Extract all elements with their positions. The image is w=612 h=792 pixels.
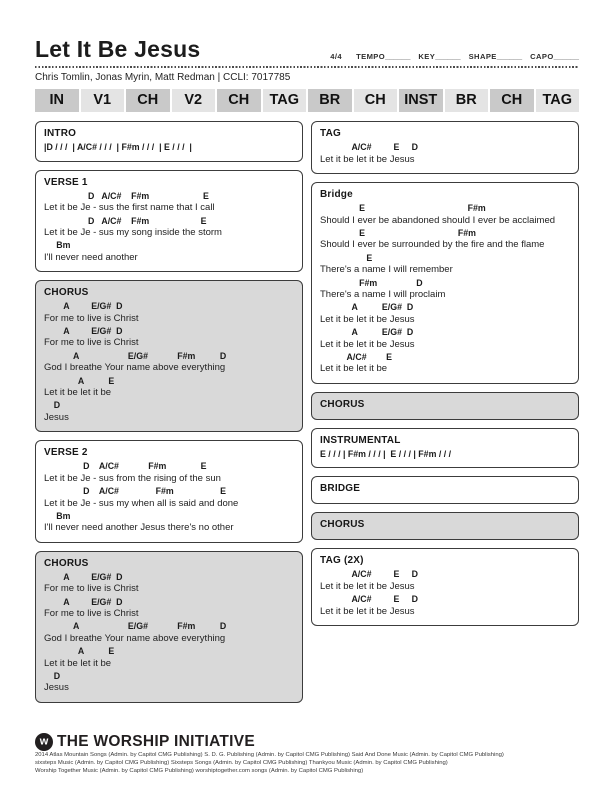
chord-line: A E/G# D — [320, 302, 414, 313]
section-header-intro: INTRO — [44, 128, 77, 140]
section-header-tag-2x: TAG (2X) — [320, 555, 364, 567]
lyric-line: There's a name I will proclaim — [320, 289, 446, 301]
nav-item-tag-11: TAG — [536, 89, 580, 112]
chord-line: D A/C# F#m E — [44, 190, 209, 201]
chord-line: Bm — [44, 240, 71, 251]
chart-meta — [330, 52, 579, 63]
meta-blank-capo: ______ — [553, 52, 579, 61]
meta-label-shape: SHAPE — [468, 52, 497, 61]
nav-item-v1-1: V1 — [81, 89, 125, 112]
chord-line: Bm — [44, 510, 71, 521]
lyric-line: Let it be let it be — [44, 657, 112, 669]
section-verse-2 — [35, 440, 303, 542]
chord-line: A E/G# D — [44, 596, 123, 607]
section-header-verse-2: VERSE 2 — [44, 447, 88, 459]
nav-item-tag-5: TAG — [263, 89, 307, 112]
lyric-line: Should I ever be abandoned should I ever be acclaimed — [320, 214, 556, 226]
chord-line: A E/G# D — [44, 571, 123, 582]
copyright-line: 2014 Atlas Mountain Songs (Admin. by Capitol CMG Publishing) S. D. G. Publishing (Admin. by Capitol CMG Publishing) Said And Done Music (Admin. by Capitol CMG Publishing) — [35, 752, 504, 758]
chord-line: A E/G# F#m D — [44, 621, 227, 632]
chord-line: A E/G# D — [320, 327, 414, 338]
chord-line: E F#m — [320, 228, 476, 239]
chord-line: A E/G# D — [44, 301, 123, 312]
lyric-line: For me to live is Christ — [44, 583, 139, 595]
meta-blank-shape: ______ — [496, 52, 523, 61]
chord-line: A/C# E D — [320, 594, 418, 605]
time-signature: 4/4 — [330, 52, 343, 61]
section-header-bridge-2: BRIDGE — [320, 483, 361, 495]
section-tag-2x — [311, 548, 579, 626]
chart-content — [35, 36, 579, 711]
meta-label-tempo: TEMPO — [356, 52, 386, 61]
nav-item-ch-10: CH — [490, 89, 534, 112]
copyright-line: sixsteps Music (Admin. by Capitol CMG Publishing) Sixsteps Songs (Admin. by Capitol CMG Publishing) Thankyou Music (Admin. by Capitol CMG Publishing) — [35, 760, 448, 767]
chord-line: A E — [44, 646, 115, 657]
lyric-line: Let it be Je - sus my when all is said and done — [44, 497, 239, 509]
lyric-line: Let it be let it be Jesus — [320, 580, 415, 592]
lyric-line: For me to live is Christ — [44, 607, 139, 619]
meta-blank-tempo: ______ — [385, 52, 411, 61]
section-header-verse-1: VERSE 1 — [44, 176, 88, 188]
lyric-line: Let it be let it be Jesus — [320, 605, 415, 617]
nav-item-in-0: IN — [35, 89, 79, 112]
lyric-line: God I breathe Your name above everything — [44, 632, 226, 644]
nav-item-inst-8: INST — [399, 89, 443, 112]
lyric-line: Let it be let it be — [44, 387, 112, 399]
meta-blank-key: ______ — [435, 52, 461, 61]
section-header-chorus-1: CHORUS — [44, 287, 89, 299]
nav-item-br-6: BR — [308, 89, 352, 112]
lyric-line: I'll never need another Jesus there's no other — [44, 522, 234, 534]
lyric-line: Let it be let it be Jesus — [320, 313, 415, 325]
worship-initiative-logo-icon — [35, 733, 53, 751]
section-chorus-4 — [311, 512, 579, 540]
chord-line: D A/C# F#m E — [44, 461, 207, 472]
lyric-line: Let it be let it be Jesus — [320, 338, 415, 350]
section-chorus-1 — [35, 280, 303, 432]
chord-line: D A/C# F#m E — [44, 486, 227, 497]
footer — [35, 733, 584, 776]
section-instrumental — [311, 428, 579, 468]
lyric-line: Jesus — [44, 682, 69, 694]
meta-label-capo: CAPO — [530, 52, 554, 61]
section-intro — [35, 121, 303, 161]
lyric-line: Let it be Je - sus my song inside the storm — [44, 227, 222, 239]
song-title: Let It Be Jesus — [35, 36, 201, 62]
section-header-chorus-4: CHORUS — [320, 519, 365, 531]
lyric-line: For me to live is Christ — [44, 337, 139, 349]
section-chorus-2 — [35, 551, 303, 703]
chord-line: E — [320, 252, 373, 263]
section-chorus-3 — [311, 392, 579, 420]
section-nav — [35, 89, 579, 112]
chord-line: A/C# E D — [320, 142, 418, 153]
brand-row — [35, 733, 584, 751]
nav-item-ch-7: CH — [354, 89, 398, 112]
lyric-line: Should I ever be surrounded by the fire and the flame — [320, 239, 545, 251]
lyric-line: Jesus — [44, 411, 69, 423]
section-tag-1 — [311, 121, 579, 174]
chart-columns — [35, 121, 579, 710]
section-header-chorus-2: CHORUS — [44, 557, 89, 569]
lyric-line: God I breathe Your name above everything — [44, 362, 226, 374]
authors-ccli: Chris Tomlin, Jonas Myrin, Matt Redman | CCLI: 7017785 — [35, 72, 291, 84]
left-column — [35, 121, 303, 710]
chord-line: E / / / | F#m / / / | E / / / | F#m / / / — [320, 448, 452, 459]
chord-line: |D / / / | A/C# / / / | F#m / / / | E / / / | — [44, 142, 192, 153]
chord-line: D A/C# F#m E — [44, 215, 207, 226]
lyric-line: For me to live is Christ — [44, 312, 139, 324]
chord-line: F#m D — [320, 277, 423, 288]
section-header-tag-1: TAG — [320, 128, 341, 140]
meta-fields — [348, 52, 579, 61]
chord-line: A E — [44, 375, 115, 386]
chord-line: D — [44, 400, 61, 411]
nav-item-ch-2: CH — [126, 89, 170, 112]
section-header-chorus-3: CHORUS — [320, 398, 365, 410]
chord-line: E F#m — [320, 203, 486, 214]
dotted-divider — [35, 66, 579, 68]
section-bridge-1 — [311, 182, 579, 384]
section-header-bridge-1: Bridge — [320, 189, 353, 201]
lyric-line: I'll never need another — [44, 251, 138, 263]
lyric-line: Let it be Je - sus the first name that I call — [44, 202, 215, 214]
nav-item-br-9: BR — [445, 89, 489, 112]
section-header-instrumental: INSTRUMENTAL — [320, 434, 401, 446]
logo-letter: w — [39, 735, 49, 747]
brand-name: THE WORSHIP INITIATIVE — [57, 733, 256, 750]
lyric-line: Let it be Je - sus from the rising of the sun — [44, 472, 221, 484]
lyric-line: Let it be let it be — [320, 363, 388, 375]
chord-line: A/C# E — [320, 352, 393, 363]
chord-line: A/C# E D — [320, 569, 418, 580]
lyric-line: Let it be let it be Jesus — [320, 153, 415, 165]
right-column — [311, 121, 579, 634]
nav-item-ch-4: CH — [217, 89, 261, 112]
copyright-line: Worship Together Music (Admin. by Capitol CMG Publishing) worshiptogether.com songs (Admin. by Capitol CMG Publishing) — [35, 768, 364, 775]
chart-header — [35, 36, 579, 63]
nav-item-v2-3: V2 — [172, 89, 216, 112]
lyric-line: There's a name I will remember — [320, 264, 453, 276]
chord-line: D — [44, 670, 61, 681]
section-verse-1 — [35, 170, 303, 272]
meta-label-key: KEY — [418, 52, 436, 61]
chord-line: A E/G# D — [44, 326, 123, 337]
chord-line: A E/G# F#m D — [44, 350, 227, 361]
section-bridge-2 — [311, 476, 579, 504]
